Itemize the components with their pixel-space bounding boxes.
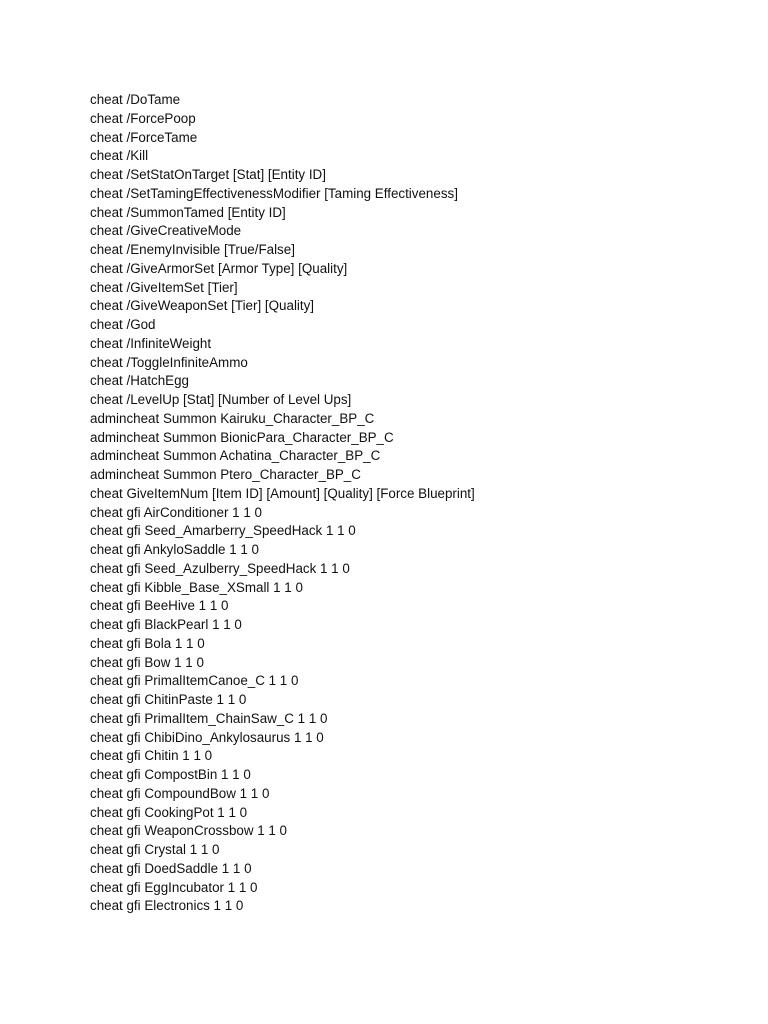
command-line: cheat gfi Kibble_Base_XSmall 1 1 0 <box>90 579 303 595</box>
command-line: cheat gfi AnkyloSaddle 1 1 0 <box>90 542 259 557</box>
command-line: cheat /InfiniteWeight <box>90 335 212 351</box>
command-line: cheat gfi Chitin 1 1 0 <box>90 748 213 764</box>
command-line: cheat gfi WeaponCrossbow 1 1 0 <box>90 823 288 839</box>
command-line: cheat gfi Bow 1 1 0 <box>90 654 204 670</box>
command-line: admincheat Summon Achatina_Character_BP_C <box>90 448 381 464</box>
command-line: cheat gfi BeeHive 1 1 0 <box>90 598 229 614</box>
command-line: cheat /GiveCreativeMode <box>90 223 242 239</box>
command-line: cheat gfi DoedSaddle 1 1 0 <box>90 860 252 876</box>
command-line: cheat gfi ChitinPaste 1 1 0 <box>90 692 247 707</box>
command-line: cheat gfi EggIncubator 1 1 0 <box>90 879 258 895</box>
command-line: cheat gfi Bola 1 1 0 <box>90 635 205 651</box>
command-line: cheat /GiveWeaponSet [Tier] [Quality] <box>90 298 315 314</box>
command-line: cheat /DoTame <box>90 92 181 107</box>
command-line: cheat gfi Crystal 1 1 0 <box>90 842 220 857</box>
command-line: cheat /ForceTame <box>90 129 198 145</box>
command-line: cheat /GiveItemSet [Tier] <box>90 279 238 295</box>
command-line: admincheat Summon Ptero_Character_BP_C <box>90 467 361 482</box>
command-line: cheat GiveItemNum [Item ID] [Amount] [Quality] [Force Blueprint] <box>90 485 475 501</box>
command-line: cheat gfi BlackPearl 1 1 0 <box>90 617 242 632</box>
command-line: cheat gfi AirConditioner 1 1 0 <box>90 504 262 520</box>
command-line: cheat gfi Electronics 1 1 0 <box>90 898 244 914</box>
command-line: admincheat Summon Kairuku_Character_BP_C <box>90 410 375 426</box>
command-line: cheat gfi CompostBin 1 1 0 <box>90 767 251 782</box>
command-line: cheat /EnemyInvisible [True/False] <box>90 242 295 257</box>
command-line: cheat /God <box>90 317 156 332</box>
command-line: cheat /ToggleInfiniteAmmo <box>90 354 248 370</box>
command-line: cheat gfi PrimalItem_ChainSaw_C 1 1 0 <box>90 710 328 726</box>
command-line: cheat gfi CookingPot 1 1 0 <box>90 804 248 820</box>
command-line: cheat gfi Seed_Amarberry_SpeedHack 1 1 0 <box>90 523 356 539</box>
command-line: cheat /SummonTamed [Entity ID] <box>90 204 286 220</box>
command-line: cheat /Kill <box>90 148 149 164</box>
command-line: cheat /SetStatOnTarget [Stat] [Entity ID] <box>90 167 326 182</box>
command-line: cheat /SetTamingEffectivenessModifier [Taming Effectiveness] <box>90 185 458 201</box>
command-list <box>90 91 475 916</box>
command-line: cheat gfi Seed_Azulberry_SpeedHack 1 1 0 <box>90 560 350 576</box>
command-line: cheat gfi PrimalItemCanoe_C 1 1 0 <box>90 673 299 689</box>
command-line: cheat /GiveArmorSet [Armor Type] [Quality] <box>90 260 348 276</box>
command-line: cheat /HatchEgg <box>90 373 190 389</box>
command-line: cheat gfi CompoundBow 1 1 0 <box>90 785 270 801</box>
command-line: admincheat Summon BionicPara_Character_BP_C <box>90 429 394 445</box>
command-line: cheat /LevelUp [Stat] [Number of Level Ups] <box>90 392 352 407</box>
command-line: cheat gfi ChibiDino_Ankylosaurus 1 1 0 <box>90 729 324 745</box>
command-line: cheat /ForcePoop <box>90 110 196 126</box>
